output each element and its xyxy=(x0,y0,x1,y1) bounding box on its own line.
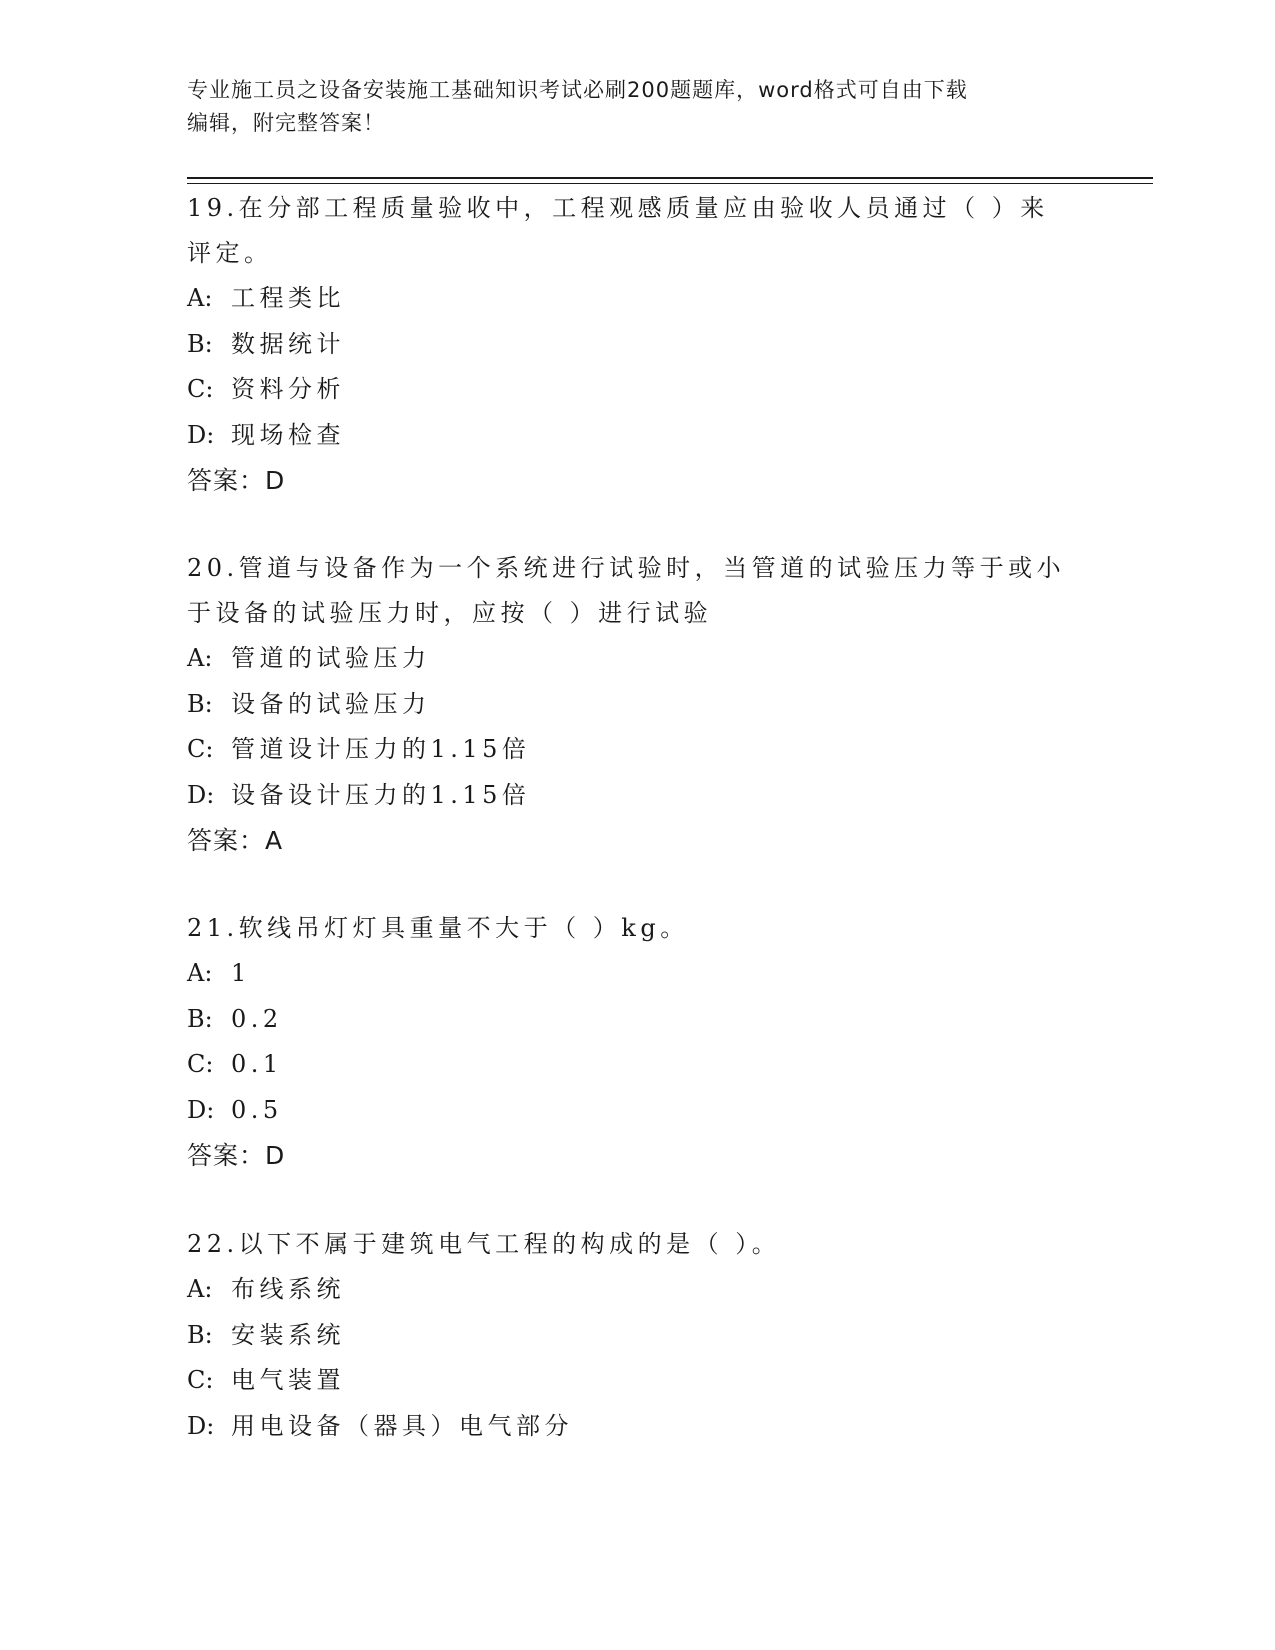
option-text: 0.5 xyxy=(231,1095,283,1124)
option-letter: D: xyxy=(187,420,215,449)
answer-line: 答案：D xyxy=(187,1141,286,1170)
question-stem-line: 20.管道与设备作为一个系统进行试验时，当管道的试验压力等于或小 xyxy=(187,554,1066,582)
option-a xyxy=(187,636,1077,682)
option-letter: B: xyxy=(187,1320,213,1349)
option-letter: C: xyxy=(187,375,214,403)
option-letter: C: xyxy=(187,735,214,763)
option-letter: B: xyxy=(187,1004,213,1033)
option-b xyxy=(187,682,1077,728)
option-text: 设备设计压力的1.15倍 xyxy=(231,780,531,809)
option-c xyxy=(187,1358,1077,1404)
question-stem-line: 22.以下不属于建筑电气工程的构成的是（ ）。 xyxy=(187,1230,781,1258)
question-stem-line: 19.在分部工程质量验收中，工程观感质量应由验收人员通过（ ）来 xyxy=(187,194,1049,222)
question-stem-line: 于设备的试验压力时，应按（ ）进行试验 xyxy=(187,599,713,627)
option-text: 设备的试验压力 xyxy=(231,689,431,718)
option-letter: C: xyxy=(187,1366,214,1394)
option-d xyxy=(187,1088,1077,1134)
document-header xyxy=(187,74,1067,140)
option-letter: C: xyxy=(187,1050,214,1078)
option-text: 安装系统 xyxy=(231,1320,345,1349)
answer-line: 答案：A xyxy=(187,826,284,855)
option-text: 电气装置 xyxy=(231,1366,345,1394)
option-text: 管道的试验压力 xyxy=(231,644,431,672)
answer-line: 答案：D xyxy=(187,466,286,495)
option-d xyxy=(187,773,1077,819)
option-text: 工程类比 xyxy=(231,284,345,312)
option-letter: B: xyxy=(187,689,213,718)
option-a xyxy=(187,276,1077,322)
option-c xyxy=(187,1042,1077,1088)
option-text: 布线系统 xyxy=(231,1275,345,1303)
question-21 xyxy=(187,906,1077,1179)
option-letter: D: xyxy=(187,1411,215,1440)
option-text: 管道设计压力的1.15倍 xyxy=(231,735,531,763)
header-line-1: 专业施工员之设备安装施工基础知识考试必刷200题题库，word格式可自由下载 xyxy=(187,78,968,102)
option-b xyxy=(187,322,1077,368)
header-line-2: 编辑，附完整答案！ xyxy=(187,111,385,135)
question-stem-line: 21.软线吊灯灯具重量不大于（ ）kg。 xyxy=(187,914,689,942)
option-text: 现场检查 xyxy=(231,420,345,449)
option-a xyxy=(187,951,1077,997)
option-letter: D: xyxy=(187,780,215,809)
option-text: 1 xyxy=(231,959,251,987)
option-letter: A: xyxy=(187,959,213,987)
option-b xyxy=(187,997,1077,1043)
question-22 xyxy=(187,1222,1077,1449)
question-stem-line: 评定。 xyxy=(187,239,273,267)
option-letter: A: xyxy=(187,284,213,312)
option-text: 资料分析 xyxy=(231,375,345,403)
option-b xyxy=(187,1313,1077,1359)
option-letter: B: xyxy=(187,329,213,358)
header-divider-thick xyxy=(187,177,1153,179)
option-d xyxy=(187,1404,1077,1450)
option-text: 用电设备（器具）电气部分 xyxy=(231,1411,573,1440)
option-c xyxy=(187,727,1077,773)
question-19 xyxy=(187,186,1077,504)
question-20 xyxy=(187,546,1077,864)
option-text: 数据统计 xyxy=(231,329,345,358)
option-d xyxy=(187,413,1077,459)
option-letter: A: xyxy=(187,1275,213,1303)
option-c xyxy=(187,367,1077,413)
option-letter: D: xyxy=(187,1095,215,1124)
option-letter: A: xyxy=(187,644,213,672)
option-a xyxy=(187,1267,1077,1313)
option-text: 0.2 xyxy=(231,1004,283,1033)
option-text: 0.1 xyxy=(231,1050,283,1078)
header-divider-thin xyxy=(187,183,1153,184)
